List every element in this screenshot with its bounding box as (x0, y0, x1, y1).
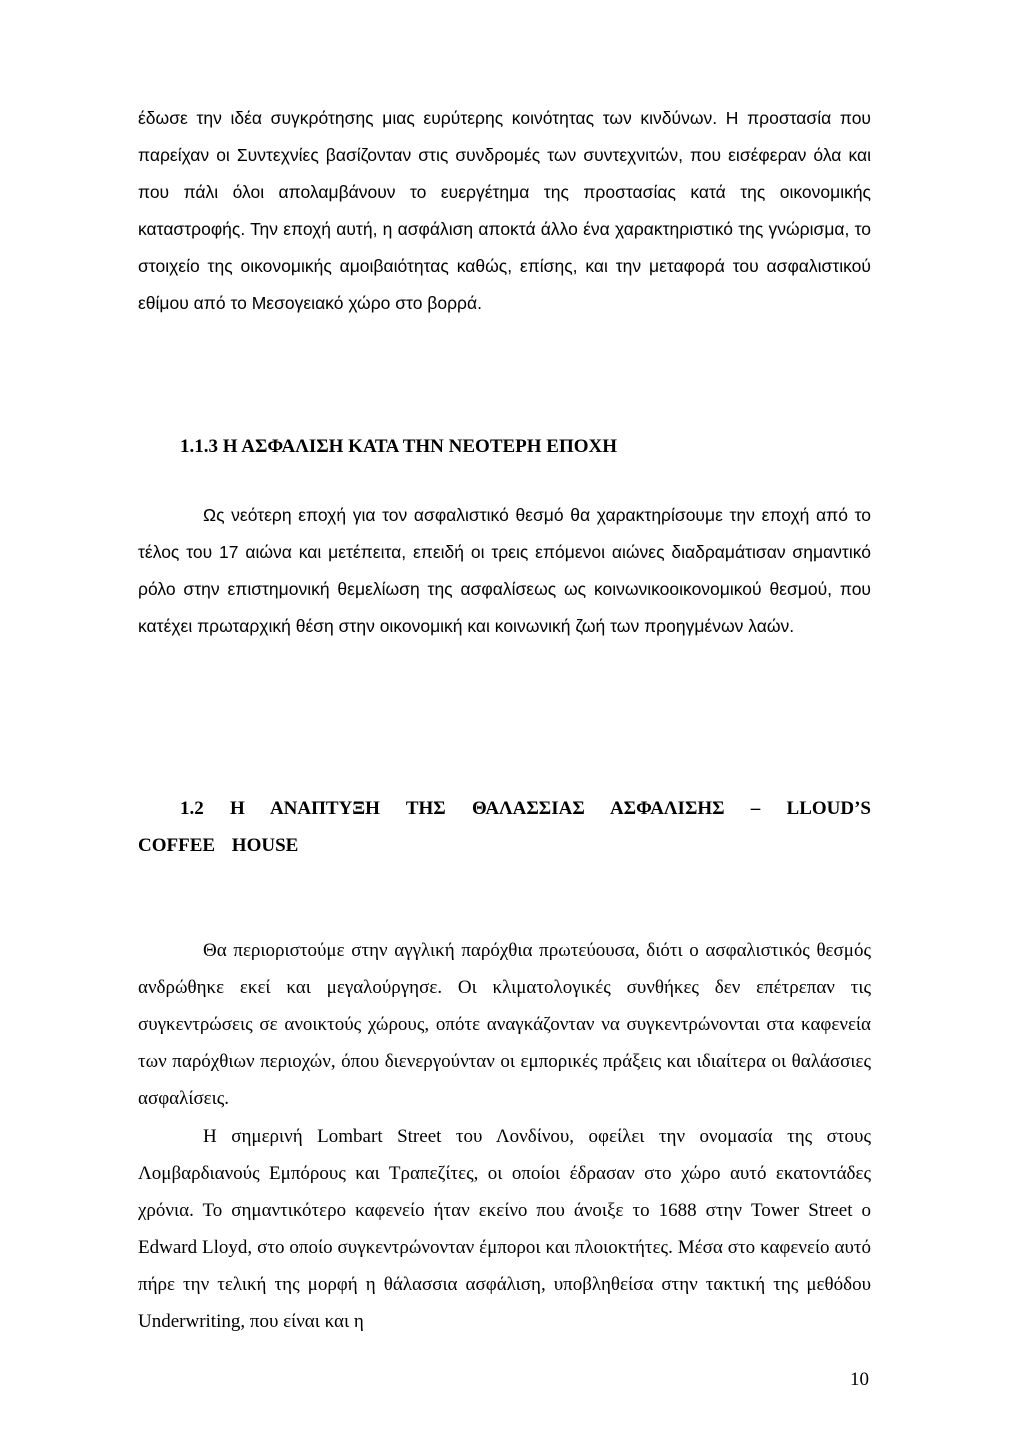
section-heading-1-2: 1.2 Η ΑΝΑΠΤΥΞΗ ΤΗΣ ΘΑΛΑΣΣΙΑΣ ΑΣΦΑΛΙΣΗΣ – LLOUD’S COFFEE HOUSE (138, 798, 871, 856)
paragraph-modern-era: Ως νεότερη εποχή για τον ασφαλιστικό θεσμό θα χαρακτηρίσουμε την εποχή από το τέλος του 17 αιώνα και μετέπειτα, επειδή οι τρεις επόμενοι αιώνες διαδραμάτισαν σημαντικό ρόλο στην επιστημονική θεμελίωση της ασφαλίσεως ως κοινωνικοοικονομικού θεσμού, που κατέχει πρωταρχική θέση στην οικονομική και κοινωνική ζωή των προηγμένων λαών. (138, 505, 871, 636)
paragraph-lombard-street: Η σημερινή Lombart Street του Λονδίνου, οφείλει την ονομασία της στους Λομβαρδιανούς Εμπόρους και Τραπεζίτες, οι οποίοι έδρασαν στο χώρο αυτό εκατοντάδες χρόνια. Το σημαντικότερο καφενείο ήταν εκείνο που άνοιξε το 1688 στην Tower Street ο Edward Lloyd, στο οποίο συγκεντρώνονταν έμποροι και πλοιοκτήτες. Μέσα στο καφενείο αυτό πήρε την τελική της μορφή η θάλασσια ασφάλιση, υποβληθείσα στην τακτική της μεθόδου Underwriting, που είναι και η (138, 1126, 871, 1332)
paragraph-guilds-intro: έδωσε την ιδέα συγκρότησης μιας ευρύτερης κοινότητας των κινδύνων. Η προστασία που παρείχαν οι Συντεχνίες βασίζονταν στις συνδρομές των συντεχνιτών, που εισέφεραν όλα και που πάλι όλοι απολαμβάνουν το ευεργέτημα της προστασίας κατά της οικονομικής καταστροφής. Την εποχή αυτή, η ασφάλιση αποκτά άλλο ένα χαρακτηριστικό της γνώρισμα, το στοιχείο της οικονομικής αμοιβαιότητας καθώς, επίσης, και την μεταφορά του ασφαλιστικού εθίμου από το Μεσογειακό χώρο στο βορρά. (138, 108, 871, 313)
section-heading-1-1-3: 1.1.3 Η ΑΣΦΑΛΙΣΗ ΚΑΤΑ ΤΗΝ ΝΕΟΤΕΡΗ ΕΠΟΧΗ (180, 436, 618, 457)
page-number: 10 (850, 1369, 869, 1390)
paragraph-english-capital: Θα περιοριστούμε στην αγγλική παρόχθια πρωτεύουσα, διότι ο ασφαλιστικός θεσμός ανδρώθηκε εκεί και μεγαλούργησε. Οι κλιματολογικές συνθήκες δεν επέτρεπαν τις συγκεντρώσεις σε ανοικτούς χώρους, οπότε αναγκάζονταν να συγκεντρώνονται στα καφενεία των παρόχθιων περιοχών, όπου διενεργούνταν οι εμπορικές πράξεις και ιδιαίτερα οι θαλάσσιες ασφαλίσεις. (138, 940, 871, 1109)
